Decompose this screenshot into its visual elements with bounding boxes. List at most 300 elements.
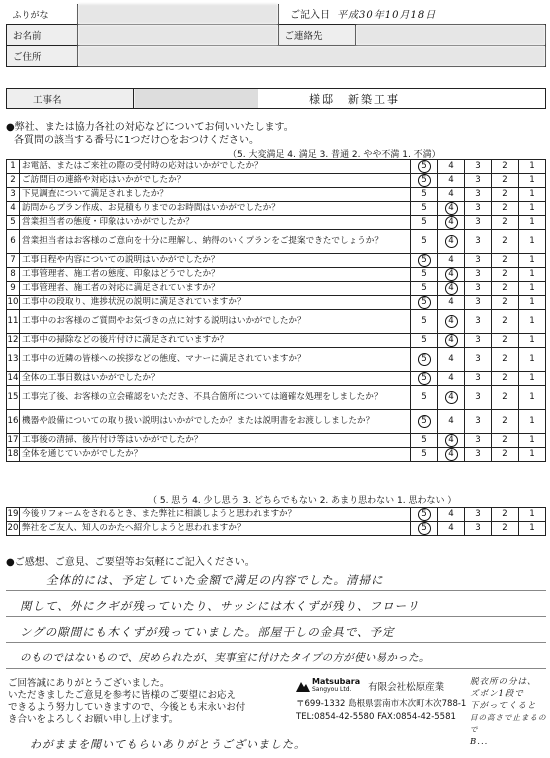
score-option-5[interactable]	[411, 410, 438, 434]
thanks-line-1: ご回答誠にありがとうございました。	[8, 678, 170, 689]
question-number: 14	[7, 372, 20, 386]
selected-score-circle: 5	[418, 415, 431, 428]
score-option-2[interactable]	[492, 254, 519, 268]
company-name: 有限会社松原産業	[368, 682, 445, 693]
question-number: 7	[7, 254, 20, 268]
score-option-4[interactable]	[438, 202, 465, 216]
question-number: 9	[7, 282, 20, 296]
score-option-3[interactable]	[465, 386, 492, 410]
side-note-line-3: 下がってくると	[470, 701, 537, 711]
score-option-1[interactable]	[519, 296, 546, 310]
question-text: 工事日程や内容についての説明はいかがでしたか？	[20, 254, 411, 268]
score-option-5[interactable]	[411, 174, 438, 188]
comment-line-1: 全体的には、予定していた金額で満足の内容でした。清掃に	[46, 573, 384, 587]
score-option-4[interactable]	[438, 372, 465, 386]
questions-table-2	[6, 507, 546, 536]
score-label: 2	[502, 434, 508, 445]
question-row	[7, 334, 546, 348]
score-option-3[interactable]	[465, 268, 492, 282]
question-text: 工事中の近隣の皆様への挨拶などの態度、マナーに満足されていますか？	[20, 348, 411, 372]
score-option-5[interactable]	[411, 230, 438, 254]
score-option-3[interactable]	[465, 230, 492, 254]
question-number: 8	[7, 268, 20, 282]
selected-score-circle: 4	[445, 282, 458, 295]
score-option-1[interactable]	[519, 188, 546, 202]
score-option-5[interactable]	[411, 188, 438, 202]
company-logo-text: Matsubara	[312, 677, 361, 686]
score-option-4[interactable]	[438, 188, 465, 202]
score-label: 5	[421, 334, 427, 345]
selected-score-circle: 4	[445, 448, 458, 461]
score-label: 2	[502, 268, 508, 279]
score-option-4[interactable]	[438, 282, 465, 296]
scale-legend-2: （ 5. 思う 4. 少し思う 3. どちらでもない 2. あまり思わない 1. 思わない ）	[148, 496, 457, 506]
question-row	[7, 230, 546, 254]
score-label: 4	[448, 372, 454, 383]
score-label: 4	[448, 254, 454, 265]
score-label: 3	[475, 448, 481, 459]
score-option-2[interactable]	[492, 386, 519, 410]
score-option-3[interactable]	[465, 188, 492, 202]
score-label: 1	[529, 372, 535, 383]
score-option-4[interactable]	[438, 348, 465, 372]
question-number: 11	[7, 310, 20, 334]
question-text: 下見調査について満足されましたか？	[20, 188, 411, 202]
question-row	[7, 310, 546, 334]
score-option-2[interactable]	[492, 188, 519, 202]
score-option-4[interactable]	[438, 522, 465, 536]
question-number: 20	[7, 522, 20, 536]
thanks-line-3: できるよう努力していきますので、今後とも末永いお付	[8, 702, 246, 713]
question-row	[7, 348, 546, 372]
score-label: 1	[529, 434, 535, 445]
score-label: 5	[421, 391, 427, 402]
score-option-1[interactable]	[519, 508, 546, 522]
score-option-2[interactable]	[492, 334, 519, 348]
score-label: 2	[502, 160, 508, 171]
question-number: 15	[7, 386, 20, 410]
thanks-block	[8, 678, 288, 726]
furigana-label: ふりがな	[7, 4, 78, 25]
question-text: 工事完了後、お客様の立会確認をいただき、不具合箇所については適確な処理をしましたか？	[20, 386, 411, 410]
score-option-3[interactable]	[465, 202, 492, 216]
score-label: 4	[448, 415, 454, 426]
score-option-3[interactable]	[465, 348, 492, 372]
score-option-1[interactable]	[519, 202, 546, 216]
score-option-1[interactable]	[519, 216, 546, 230]
score-label: 1	[529, 391, 535, 402]
score-option-3[interactable]	[465, 334, 492, 348]
question-text: 今後リフォームをされるとき、また弊社に相談しようと思われますか？	[20, 508, 411, 522]
selected-score-circle: 5	[418, 508, 431, 521]
score-option-3[interactable]	[465, 216, 492, 230]
score-label: 2	[502, 254, 508, 265]
score-label: 5	[421, 235, 427, 246]
scale-legend-1: （5. 大変満足 4. 満足 3. 普通 2. やや不満 1. 不満）	[228, 150, 441, 160]
score-option-2[interactable]	[492, 522, 519, 536]
customer-info-table	[6, 4, 546, 67]
score-label: 2	[502, 448, 508, 459]
score-option-1[interactable]	[519, 522, 546, 536]
score-option-4[interactable]	[438, 268, 465, 282]
score-label: 4	[448, 353, 454, 364]
score-label: 4	[448, 160, 454, 171]
question-row	[7, 386, 546, 410]
question-text: 工事後の清掃、後片付け等はいかがでしたか？	[20, 434, 411, 448]
score-option-1[interactable]	[519, 254, 546, 268]
question-text: 営業担当者はお客様のご意向を十分に理解し、納得のいくプランをご提案できたでしょうか？	[20, 230, 411, 254]
score-option-4[interactable]	[438, 508, 465, 522]
question-text: 全体の工事日数はいかがでしたか？	[20, 372, 411, 386]
score-label: 3	[475, 434, 481, 445]
score-label: 3	[475, 415, 481, 426]
question-text: ご訪問日の連絡や対応はいかがでしたか？	[20, 174, 411, 188]
score-option-1[interactable]	[519, 448, 546, 462]
side-note-line-2: ズボン1段で	[470, 689, 524, 699]
score-option-1[interactable]	[519, 282, 546, 296]
thanks-line-4: き合いをよろしくお願い申し上げます。	[8, 714, 179, 725]
score-option-5[interactable]	[411, 310, 438, 334]
side-note-line-4: 目の高さで止まるので	[470, 713, 547, 734]
comment-line-3: ングの隙間にも木くずが残っていました。部屋干しの金具で、予定	[20, 625, 395, 639]
score-option-5[interactable]	[411, 334, 438, 348]
comment-line-2: 関して、外にクギが残っていたり、サッシには木くずが残り、フローリ	[20, 599, 420, 613]
score-option-4[interactable]	[438, 216, 465, 230]
score-option-1[interactable]	[519, 372, 546, 386]
question-number: 13	[7, 348, 20, 372]
question-number: 12	[7, 334, 20, 348]
selected-score-circle: 5	[418, 254, 431, 267]
score-label: 3	[475, 522, 481, 533]
score-label: 1	[529, 268, 535, 279]
score-option-5[interactable]	[411, 386, 438, 410]
score-label: 4	[448, 522, 454, 533]
score-label: 1	[529, 202, 535, 213]
score-option-3[interactable]	[465, 160, 492, 174]
score-label: 3	[475, 235, 481, 246]
score-option-5[interactable]	[411, 448, 438, 462]
selected-score-circle: 4	[445, 391, 458, 404]
question-text: 訪問からプラン作成、お見積もりまでのお時間はいかがでしたか？	[20, 202, 411, 216]
selected-score-circle: 4	[445, 202, 458, 215]
score-option-2[interactable]	[492, 348, 519, 372]
intro-line1: ●弊社、または協力各社の対応などについてお伺いいたします。	[6, 122, 294, 133]
question-text: 工事中の段取り、進捗状況の説明に満足されていますか？	[20, 296, 411, 310]
company-address: 〒699-1332 島根県雲南市木次町木次788-1	[296, 699, 467, 709]
question-number: 19	[7, 508, 20, 522]
address-field	[77, 46, 546, 67]
score-label: 2	[502, 372, 508, 383]
date-label: ご記入日	[290, 10, 330, 21]
score-label: 1	[529, 522, 535, 533]
score-label: 3	[475, 296, 481, 307]
score-option-2[interactable]	[492, 372, 519, 386]
customer-reply: わがままを聞いてもらいありがとうございました。	[30, 738, 306, 751]
side-note-line-1: 脱衣所の分は、	[470, 677, 537, 687]
comment-line-4: のものではないもので、戻められたが、実事室に付けたタイプの方が使い易かった。	[20, 652, 430, 664]
score-option-2[interactable]	[492, 508, 519, 522]
question-row	[7, 254, 546, 268]
question-number: 18	[7, 448, 20, 462]
score-option-4[interactable]	[438, 296, 465, 310]
score-label: 2	[502, 508, 508, 519]
question-row	[7, 282, 546, 296]
project-value: 様邸 新築工事	[134, 89, 546, 109]
score-option-3[interactable]	[465, 434, 492, 448]
question-row	[7, 508, 546, 522]
score-label: 1	[529, 448, 535, 459]
question-row	[7, 296, 546, 310]
project-label: 工事名	[7, 89, 134, 109]
score-option-2[interactable]	[492, 230, 519, 254]
score-option-1[interactable]	[519, 174, 546, 188]
address-label: ご住所	[7, 46, 78, 67]
selected-score-circle: 5	[418, 353, 431, 366]
question-number: 16	[7, 410, 20, 434]
score-option-2[interactable]	[492, 310, 519, 334]
score-option-2[interactable]	[492, 434, 519, 448]
score-label: 2	[502, 282, 508, 293]
score-label: 1	[529, 174, 535, 185]
score-label: 2	[502, 522, 508, 533]
score-option-4[interactable]	[438, 448, 465, 462]
question-row	[7, 522, 546, 536]
score-option-4[interactable]	[438, 410, 465, 434]
score-option-2[interactable]	[492, 448, 519, 462]
contact-label: ご連絡先	[278, 25, 355, 46]
question-row	[7, 202, 546, 216]
score-option-5[interactable]	[411, 282, 438, 296]
score-option-3[interactable]	[465, 508, 492, 522]
score-label: 1	[529, 216, 535, 227]
score-label: 3	[475, 174, 481, 185]
score-label: 2	[502, 334, 508, 345]
score-option-3[interactable]	[465, 254, 492, 268]
score-option-5[interactable]	[411, 522, 438, 536]
score-option-2[interactable]	[492, 410, 519, 434]
score-label: 3	[475, 334, 481, 345]
selected-score-circle: 4	[445, 268, 458, 281]
score-option-1[interactable]	[519, 410, 546, 434]
score-option-5[interactable]	[411, 508, 438, 522]
score-option-4[interactable]	[438, 160, 465, 174]
score-option-4[interactable]	[438, 334, 465, 348]
score-option-4[interactable]	[438, 434, 465, 448]
question-number: 6	[7, 230, 20, 254]
question-text: 工事中の掃除などの後片付けに満足されていますか？	[20, 334, 411, 348]
score-label: 1	[529, 235, 535, 246]
score-option-3[interactable]	[465, 522, 492, 536]
score-label: 5	[421, 315, 427, 326]
score-label: 1	[529, 415, 535, 426]
question-text: 弊社をご友人、知人のかたへ紹介しようと思われますか？	[20, 522, 411, 536]
name-label: お名前	[7, 25, 78, 46]
question-row	[7, 216, 546, 230]
question-row	[7, 410, 546, 434]
question-row	[7, 268, 546, 282]
score-label: 5	[421, 282, 427, 293]
score-label: 3	[475, 268, 481, 279]
question-text: 工事管理者、施工者の対応に満足されていますか？	[20, 282, 411, 296]
score-option-5[interactable]	[411, 160, 438, 174]
score-option-4[interactable]	[438, 310, 465, 334]
score-option-3[interactable]	[465, 410, 492, 434]
score-label: 3	[475, 254, 481, 265]
score-option-1[interactable]	[519, 434, 546, 448]
score-label: 3	[475, 508, 481, 519]
score-label: 1	[529, 188, 535, 199]
score-label: 1	[529, 160, 535, 171]
score-label: 1	[529, 282, 535, 293]
project-table	[6, 88, 546, 109]
question-number: 4	[7, 202, 20, 216]
score-label: 1	[529, 254, 535, 265]
score-option-5[interactable]	[411, 348, 438, 372]
score-option-5[interactable]	[411, 216, 438, 230]
question-number: 17	[7, 434, 20, 448]
question-row	[7, 174, 546, 188]
side-note-line-5: B...	[470, 737, 489, 747]
score-label: 3	[475, 188, 481, 199]
selected-score-circle: 4	[445, 315, 458, 328]
score-option-5[interactable]	[411, 434, 438, 448]
score-option-3[interactable]	[465, 372, 492, 386]
score-option-4[interactable]	[438, 230, 465, 254]
selected-score-circle: 5	[418, 160, 431, 173]
score-option-3[interactable]	[465, 174, 492, 188]
score-label: 5	[421, 434, 427, 445]
question-row	[7, 188, 546, 202]
score-label: 3	[475, 391, 481, 402]
question-number: 2	[7, 174, 20, 188]
score-option-1[interactable]	[519, 348, 546, 372]
question-row	[7, 448, 546, 462]
score-label: 5	[421, 448, 427, 459]
question-number: 10	[7, 296, 20, 310]
question-text: 営業担当者の態度・印象はいかがでしたか？	[20, 216, 411, 230]
score-label: 2	[502, 202, 508, 213]
selected-score-circle: 4	[445, 235, 458, 248]
score-option-2[interactable]	[492, 296, 519, 310]
score-label: 5	[421, 202, 427, 213]
score-label: 4	[448, 174, 454, 185]
score-label: 1	[529, 296, 535, 307]
score-option-5[interactable]	[411, 202, 438, 216]
score-option-4[interactable]	[438, 174, 465, 188]
score-option-2[interactable]	[492, 282, 519, 296]
score-option-2[interactable]	[492, 202, 519, 216]
company-logo-sub: Sangyou Ltd.	[312, 686, 352, 693]
score-label: 5	[421, 268, 427, 279]
score-option-3[interactable]	[465, 310, 492, 334]
score-label: 1	[529, 315, 535, 326]
score-option-5[interactable]	[411, 296, 438, 310]
score-label: 2	[502, 188, 508, 199]
selected-score-circle: 5	[418, 522, 431, 535]
score-label: 1	[529, 334, 535, 345]
score-option-5[interactable]	[411, 372, 438, 386]
question-text: 工事管理者、施工者の態度、印象はどうでしたか？	[20, 268, 411, 282]
score-label: 2	[502, 216, 508, 227]
question-row	[7, 372, 546, 386]
score-option-3[interactable]	[465, 282, 492, 296]
question-text: 機器や設備についての取り扱い説明はいかがでしたか？または説明書をお渡ししましたか？	[20, 410, 411, 434]
contact-field	[355, 25, 546, 46]
date-value: 平成30年10月18日	[337, 10, 437, 21]
score-option-1[interactable]	[519, 386, 546, 410]
selected-score-circle: 4	[445, 334, 458, 347]
selected-score-circle: 5	[418, 174, 431, 187]
score-option-3[interactable]	[465, 296, 492, 310]
company-logo-icon	[296, 680, 310, 692]
intro-line2: 各質問の該当する番号に1つだけ○をおつけください。	[14, 135, 259, 146]
score-option-4[interactable]	[438, 386, 465, 410]
score-label: 3	[475, 202, 481, 213]
score-option-2[interactable]	[492, 160, 519, 174]
score-label: 2	[502, 235, 508, 246]
furigana-field	[77, 4, 278, 25]
selected-score-circle: 5	[418, 372, 431, 385]
score-option-1[interactable]	[519, 268, 546, 282]
selected-score-circle: 4	[445, 434, 458, 447]
score-label: 5	[421, 188, 427, 199]
score-label: 2	[502, 415, 508, 426]
score-label: 2	[502, 296, 508, 307]
score-option-4[interactable]	[438, 254, 465, 268]
side-note	[470, 676, 548, 748]
score-label: 5	[421, 216, 427, 227]
question-number: 3	[7, 188, 20, 202]
score-option-1[interactable]	[519, 230, 546, 254]
score-option-2[interactable]	[492, 174, 519, 188]
question-row	[7, 434, 546, 448]
question-number: 1	[7, 160, 20, 174]
score-option-1[interactable]	[519, 160, 546, 174]
score-option-3[interactable]	[465, 448, 492, 462]
score-label: 4	[448, 188, 454, 199]
score-option-5[interactable]	[411, 254, 438, 268]
question-text: 全体を通じていかがでしたか？	[20, 448, 411, 462]
score-label: 3	[475, 315, 481, 326]
score-label: 1	[529, 353, 535, 364]
selected-score-circle: 4	[445, 216, 458, 229]
score-label: 3	[475, 353, 481, 364]
questions-table	[6, 159, 546, 462]
score-label: 4	[448, 296, 454, 307]
question-row	[7, 160, 546, 174]
thanks-line-2: いただきましたご意見を参考に皆様のご要望にお応え	[8, 690, 237, 701]
score-option-5[interactable]	[411, 268, 438, 282]
score-option-1[interactable]	[519, 310, 546, 334]
score-label: 2	[502, 315, 508, 326]
score-label: 3	[475, 160, 481, 171]
comments-heading: ●ご感想、ご意見、ご要望等お気軽にご記入ください。	[6, 557, 255, 568]
score-label: 3	[475, 372, 481, 383]
score-label: 3	[475, 216, 481, 227]
score-option-2[interactable]	[492, 268, 519, 282]
score-option-1[interactable]	[519, 334, 546, 348]
score-option-2[interactable]	[492, 216, 519, 230]
score-label: 2	[502, 353, 508, 364]
question-text: 工事中のお客様のご質問やお気づきの点に対する説明はいかがでしたか？	[20, 310, 411, 334]
company-phone: TEL:0854-42-5580 FAX:0854-42-5581	[296, 712, 456, 722]
score-label: 2	[502, 391, 508, 402]
question-number: 5	[7, 216, 20, 230]
comments-box	[6, 566, 546, 672]
selected-score-circle: 5	[418, 296, 431, 309]
score-label: 2	[502, 174, 508, 185]
question-text: お電話、またはご来社の際の受付時の応対はいかがでしたか？	[20, 160, 411, 174]
